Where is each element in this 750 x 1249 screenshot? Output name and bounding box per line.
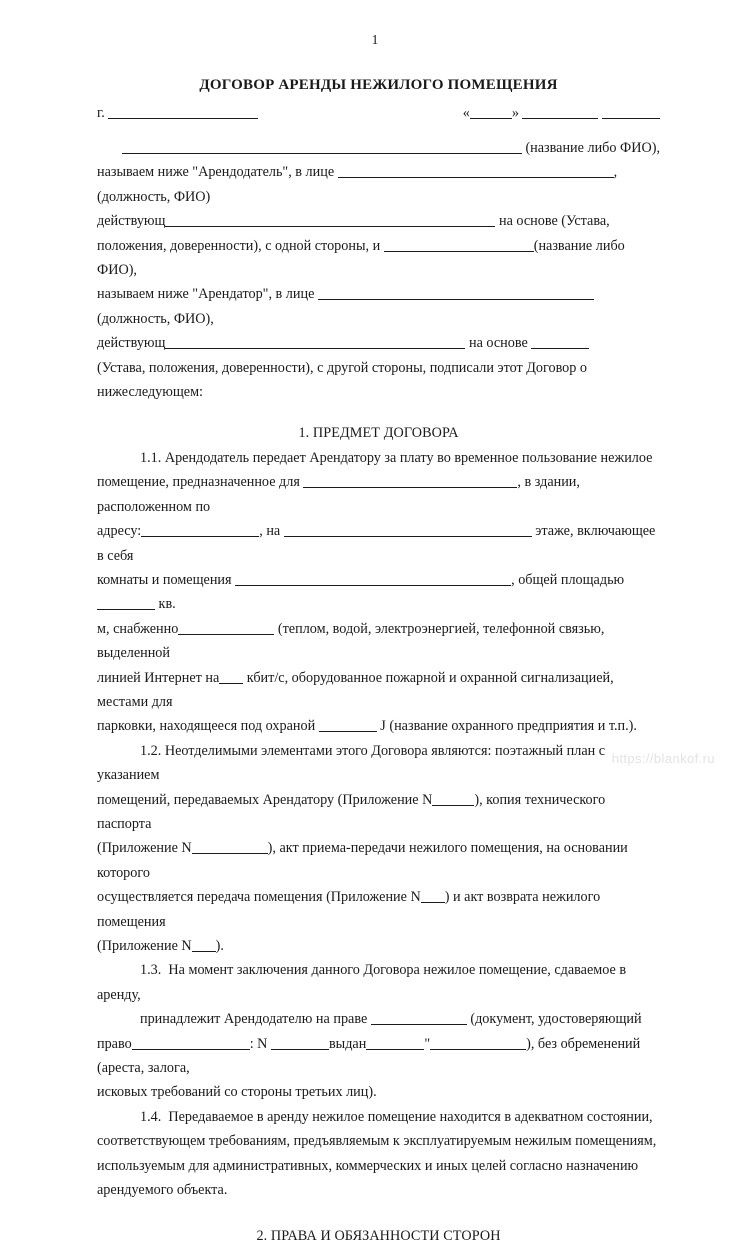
date-open-quote: «: [462, 105, 470, 121]
preamble-line-6: [97, 331, 660, 355]
clause-1-3-t1: На момент заключения данного Договора нежилое помещение, сдаваемое в аренду,: [97, 962, 627, 1003]
landlord-name-blank[interactable]: [122, 139, 522, 154]
preamble-line-2-lead: называем ниже "Арендодатель", в лице: [97, 164, 335, 181]
clause-1-3-line-2: [97, 1007, 660, 1031]
preamble-block: [97, 136, 660, 404]
clause-1-1-t6: этаже, включающее в себя: [97, 523, 656, 564]
clause-1-2-t4: (Приложение N: [97, 840, 192, 857]
preamble-line-5-tail: (должность, ФИО),: [97, 310, 214, 327]
preamble-line-1: [97, 136, 660, 160]
clause-1-2-t2: помещений, передаваемых Арендатору (Приложение N: [97, 791, 433, 808]
document-title: ДОГОВОР АРЕНДЫ НЕЖИЛОГО ПОМЕЩЕНИЯ: [199, 77, 558, 93]
preamble-line-6-tail: на основе: [468, 335, 528, 352]
preamble-line-2-tail: , (должность, ФИО): [97, 164, 618, 205]
document-content: [97, 74, 660, 1249]
clause-1-1-line-2: [97, 470, 660, 519]
site-watermark: https://blankof.ru: [611, 751, 715, 766]
clause-1-4-line-3: используемым для административных, коммерческих и иных целей согласно назначению: [97, 1157, 639, 1174]
clause-1-1-t1: Арендодатель передает Арендатору за плату во временное пользование нежилое: [164, 449, 653, 466]
clause-1-1-t12: (теплом, водой, электроэнергией, телефонной связью, выделенной: [97, 620, 605, 662]
clause-1-3-t5: : N: [249, 1035, 268, 1052]
clause-1-3-line-4: исковых требований со стороны третьих лиц).: [97, 1084, 377, 1101]
clause-1-4-line-2: соответствующем требованиям, предъявляемым к эксплуатируемым нежилым помещениям,: [97, 1133, 657, 1150]
clause-1-1-t5: , на: [259, 523, 281, 540]
clause-1-1-t3: , в здании, расположенном по: [97, 474, 580, 515]
clause-1-3-line-1: [97, 958, 660, 1007]
clause-1-1-line-1: [97, 446, 660, 470]
preamble-line-1-tail: (название либо ФИО),: [525, 140, 660, 156]
clause-1-1-t13: линией Интернет на: [97, 669, 220, 686]
date-year-blank[interactable]: [602, 104, 660, 119]
clause-1-3-t2: принадлежит Арендодателю на праве: [140, 1011, 368, 1028]
clause-1-3-t8: ), без обременений (ареста, залога,: [97, 1035, 641, 1077]
doc-date-blank[interactable]: [430, 1035, 526, 1050]
appendix-3-blank[interactable]: [421, 888, 445, 903]
preamble-line-4-tail: (название либо ФИО),: [97, 237, 625, 279]
city-blank[interactable]: [108, 104, 258, 119]
section-1-heading: 1. ПРЕДМЕТ ДОГОВОРА: [298, 425, 459, 442]
tenant-acting-blank[interactable]: [165, 334, 465, 349]
clause-1-1-line-5: [97, 617, 660, 666]
date-day-blank[interactable]: [470, 104, 512, 119]
clause-1-2-t7: ) и акт возврата нежилого помещения: [97, 889, 601, 930]
ownership-right-blank[interactable]: [371, 1010, 467, 1025]
clause-1-3-t3: (документ, удостоверяющий: [470, 1011, 642, 1028]
clause-1-1-t14: кбит/с, оборудованное пожарной и охранной сигнализацией, местами для: [97, 669, 614, 710]
city-field: [97, 100, 258, 126]
clause-1-4-t1: Передаваемое в аренду нежилое помещение находится в адекватном состоянии,: [168, 1108, 653, 1125]
clause-1-3-t6: выдан: [328, 1035, 367, 1052]
clause-1-3-t7: ": [424, 1035, 431, 1052]
clause-1-1: [97, 446, 660, 739]
security-company-blank[interactable]: [319, 717, 377, 732]
doc-issued-blank[interactable]: [366, 1035, 424, 1050]
preamble-line-3: [97, 209, 660, 233]
preamble-line-3-tail: на основе (Устава,: [498, 213, 610, 230]
clause-1-2-t1: Неотделимыми элементами этого Договора являются: поэтажный план с указанием: [97, 742, 606, 784]
clause-1-1-line-6: [97, 666, 660, 715]
clause-1-4-number: 1.4.: [140, 1108, 162, 1125]
clause-1-1-line-7: [97, 714, 660, 738]
clause-1-1-t11: м, снабженно: [97, 620, 179, 637]
clause-1-2-t9: ).: [215, 938, 224, 954]
clause-1-3-t4: право: [97, 1035, 132, 1052]
clause-1-1-t9: общей площадью: [518, 571, 625, 588]
tenant-name-blank[interactable]: [384, 237, 534, 252]
clause-1-4: [97, 1105, 660, 1203]
clause-1-2-line-2: [97, 788, 660, 837]
clause-1-2-t5: ), акт приема-передачи нежилого помещения, на основании которого: [97, 840, 628, 881]
tenant-rep-blank[interactable]: [318, 285, 594, 300]
page-number: 1: [371, 32, 379, 47]
clause-1-1-line-4: [97, 568, 660, 617]
preamble-line-4: [97, 234, 660, 283]
preamble-line-2: [97, 160, 660, 209]
clause-1-2-line-5: [97, 934, 660, 958]
clause-1-2-line-4: [97, 885, 660, 934]
floor-blank[interactable]: [284, 522, 532, 537]
landlord-acting-blank[interactable]: [165, 212, 495, 227]
supplied-blank[interactable]: [178, 620, 274, 635]
preamble-line-6-lead: действующ: [97, 335, 166, 352]
doc-number-blank[interactable]: [271, 1035, 329, 1050]
clause-1-2-line-1: [97, 739, 660, 788]
landlord-rep-blank[interactable]: [338, 163, 614, 178]
tenant-basis-blank[interactable]: [531, 334, 589, 349]
preamble-line-7: (Устава, положения, доверенности), с другой стороны, подписали этот Договор о: [97, 359, 588, 376]
clause-1-2-t8: (Приложение N: [97, 938, 192, 954]
section-2-heading: 2. ПРАВА И ОБЯЗАННОСТИ СТОРОН: [256, 1228, 501, 1245]
clause-1-2: [97, 739, 660, 959]
clause-1-4-line-4: арендуемого объекта.: [97, 1182, 228, 1199]
date-month-blank[interactable]: [522, 104, 598, 119]
clause-1-1-t15: парковки, находящееся под охраной: [97, 718, 316, 735]
preamble-line-5-lead: называем ниже "Арендатор", в лице: [97, 286, 315, 303]
clause-1-1-t4: адресу:: [97, 523, 142, 540]
clause-1-1-t10: кв.: [158, 596, 176, 613]
clause-1-2-t3: ), копия технического паспорта: [97, 791, 606, 832]
appendix-2-blank[interactable]: [192, 839, 268, 854]
city-and-date-row: [97, 100, 660, 126]
doc-right-blank[interactable]: [132, 1035, 250, 1050]
preamble-line-8: нижеследующем:: [97, 384, 203, 401]
clause-1-2-line-3: [97, 836, 660, 885]
appendix-4-blank[interactable]: [192, 937, 216, 952]
clause-1-3-number: 1.3.: [140, 962, 162, 979]
clause-1-2-number: 1.2.: [140, 742, 162, 759]
clause-1-1-t2: помещение, предназначенное для: [97, 474, 300, 491]
clause-1-2-t6: осуществляется передача помещения (Приложение N: [97, 889, 421, 906]
address-blank[interactable]: [141, 522, 259, 537]
city-label: г.: [97, 105, 105, 121]
rooms-blank[interactable]: [235, 571, 511, 586]
clause-1-4-line-1: [97, 1105, 660, 1129]
clause-1-1-t7: комнаты и помещения: [97, 571, 232, 588]
clause-1-3-line-3: [97, 1032, 660, 1081]
area-blank[interactable]: [97, 595, 155, 610]
internet-speed-blank[interactable]: [219, 669, 243, 684]
clause-1-1-line-3: [97, 519, 660, 568]
date-close-quote: »: [511, 105, 519, 121]
clause-1-1-number: 1.1.: [140, 449, 162, 466]
appendix-1-blank[interactable]: [432, 791, 474, 806]
preamble-line-4-lead: положения, доверенности), с одной стороны, и: [97, 237, 381, 254]
clause-1-1-t8: ,: [511, 571, 515, 588]
spacer: [97, 126, 660, 136]
clause-1-1-t16: J (название охранного предприятия и т.п.).: [380, 718, 637, 735]
purpose-blank[interactable]: [303, 473, 517, 488]
preamble-line-3-lead: действующ: [97, 213, 166, 230]
clause-1-3: [97, 958, 660, 1104]
preamble-line-5: [97, 282, 660, 331]
date-field: [463, 100, 660, 126]
